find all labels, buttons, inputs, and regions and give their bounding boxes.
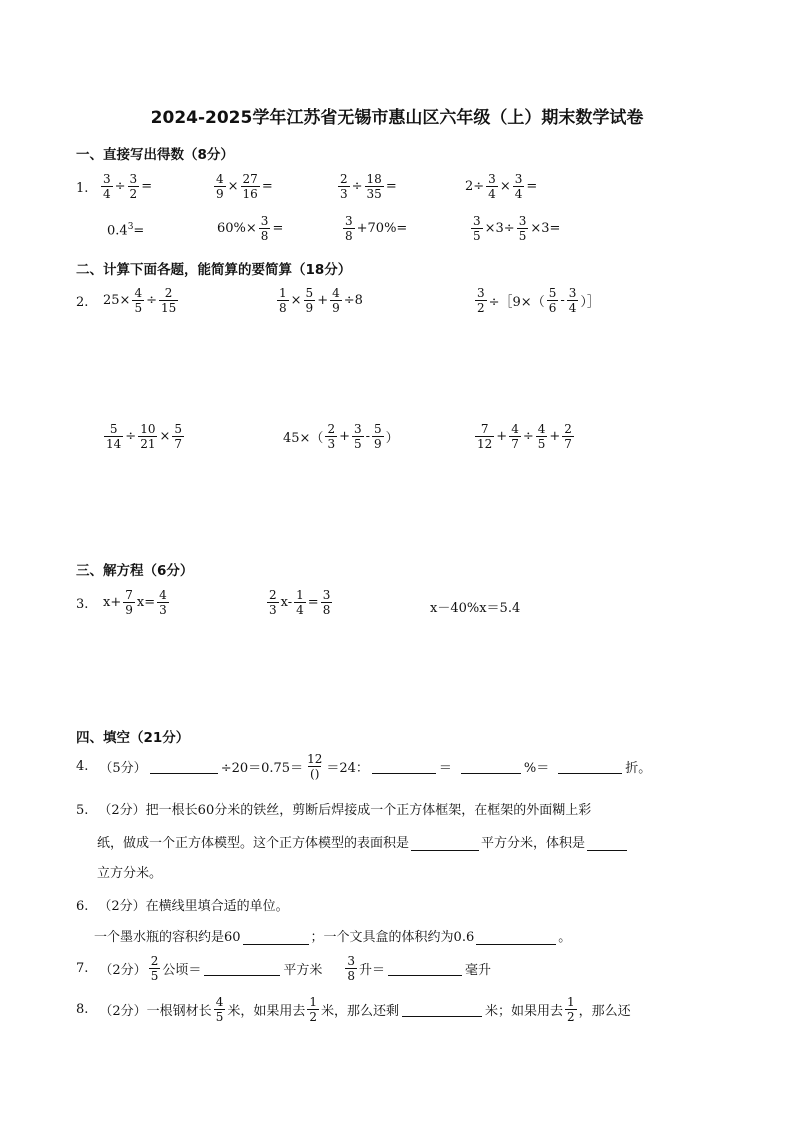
section-3-heading: 三、解方程（6分）: [76, 563, 194, 579]
q1-expr-g: $\frac{3}{8}$ +70%=: [345, 214, 408, 243]
q1-expr-h: $\frac{3}{5}$ ×3÷ $\frac{3}{5}$ ×3=: [473, 214, 561, 243]
section-4-heading: 四、填空（21分）: [76, 730, 190, 746]
fraction: $\frac{3}{4}$: [488, 172, 496, 201]
q2-number: 2.: [76, 295, 89, 310]
fraction: $\frac{3}{8}$: [347, 954, 355, 983]
fraction: $\frac{3}{5}$: [518, 214, 527, 243]
fraction: $\frac{3}{2}$: [477, 286, 485, 315]
fraction: $\frac{27}{16}$: [242, 172, 258, 201]
q5-line-2: 纸，做成一个正方体模型。这个正方体模型的表面积是 平方分米，体积是: [97, 832, 629, 851]
fraction: $\frac{1}{2}$: [309, 995, 317, 1024]
fraction: $\frac{4}{5}$: [215, 995, 224, 1024]
q1-expr-f: 60%× $\frac{3}{8}$ =: [217, 214, 284, 243]
fraction: $\frac{4}{3}$: [159, 588, 167, 617]
q3-number: 3.: [76, 597, 89, 612]
fraction: $\frac{2}{5}$: [150, 954, 159, 983]
fraction: $\frac{5}{6}$: [548, 286, 557, 315]
q2-expr-e: 45×（ $\frac{2}{3}$ + $\frac{3}{5}$ - $\frac{5}{9}$ ）: [283, 422, 399, 451]
fraction: $\frac{1}{2}$: [567, 995, 575, 1024]
fraction: $\frac{3}{4}$: [568, 286, 577, 315]
q3-eq-c: x－40%x＝5.4: [430, 601, 521, 616]
fraction: $\frac{1}{8}$: [279, 286, 287, 315]
q2-expr-f: $\frac{7}{12}$ + $\frac{4}{7}$ ÷ $\frac{4}{5}$ + $\frac{2}{7}$: [477, 422, 572, 451]
answer-blank[interactable]: [587, 837, 627, 851]
page-title: 2024-2025学年江苏省无锡市惠山区六年级（上）期末数学试卷: [150, 108, 644, 128]
fraction: $\frac{3}{8}$: [345, 214, 353, 243]
answer-blank[interactable]: [388, 962, 462, 976]
q2-expr-b: $\frac{1}{8}$ × $\frac{5}{9}$ + $\frac{4}{9}$ ÷8: [279, 286, 363, 315]
fraction: $\frac{2}{3}$: [269, 588, 277, 617]
q2-expr-d: $\frac{5}{14}$ ÷ $\frac{10}{21}$ × $\frac{5}{7}$: [106, 422, 183, 451]
answer-blank[interactable]: [204, 962, 280, 976]
fraction: $\frac{4}{5}$: [134, 286, 143, 315]
fraction: $\frac{4}{9}$: [216, 172, 224, 201]
fraction: $\frac{5}{14}$: [106, 422, 122, 451]
q3-eq-a: x+ $\frac{7}{9}$ x= $\frac{4}{3}$: [103, 588, 167, 617]
fraction: $\frac{1}{4}$: [296, 588, 304, 617]
fraction: $\frac{10}{21}$: [140, 422, 156, 451]
fraction: $\frac{5}{9}$: [374, 422, 382, 451]
q4-line: 4. （5分） ÷20＝0.75＝ $\frac{12}{()}$ ＝24： ＝ %＝ 折。: [76, 752, 652, 781]
fraction: $\frac{12}{()}$: [307, 752, 323, 781]
fraction: $\frac{5}{7}$: [174, 422, 183, 451]
fraction: $\frac{7}{9}$: [125, 588, 133, 617]
fraction: $\frac{3}{4}$: [514, 172, 523, 201]
answer-blank[interactable]: [476, 931, 556, 945]
answer-blank[interactable]: [411, 837, 479, 851]
section-2-heading: 二、计算下面各题，能简算的要简算（18分）: [76, 262, 352, 278]
fraction: $\frac{5}{9}$: [305, 286, 314, 315]
fraction: $\frac{3}{8}$: [260, 214, 269, 243]
q7-line: 7. （2分） $\frac{2}{5}$ 公顷＝ 平方米 $\frac{3}{8}$ 升＝ 毫升: [76, 954, 492, 983]
q5-line-3: 立方分米。: [97, 866, 163, 881]
q6-line-2: 一个墨水瓶的容积约是60 ；一个文具盒的体积约为0.6 。: [94, 930, 572, 945]
q1-expr-d: 2÷ $\frac{3}{4}$ × $\frac{3}{4}$ =: [465, 172, 538, 201]
fraction: $\frac{4}{5}$: [537, 422, 546, 451]
fraction: $\frac{3}{2}$: [129, 172, 138, 201]
fraction: $\frac{2}{3}$: [340, 172, 348, 201]
fraction: $\frac{2}{15}$: [160, 286, 177, 315]
q1-expr-c: $\frac{2}{3}$ ÷ $\frac{18}{35}$ =: [340, 172, 397, 201]
fraction: $\frac{7}{12}$: [477, 422, 493, 451]
fraction: $\frac{3}{8}$: [322, 588, 331, 617]
q2-expr-c: $\frac{3}{2}$ ÷［9×（ $\frac{5}{6}$ - $\frac{3}{4}$ ）］: [477, 286, 600, 315]
fraction: $\frac{3}{4}$: [103, 172, 111, 201]
section-1-heading: 一、直接写出得数（8分）: [76, 147, 234, 163]
fraction: $\frac{3}{5}$: [473, 214, 481, 243]
fraction: $\frac{2}{7}$: [564, 422, 572, 451]
answer-blank[interactable]: [150, 760, 218, 774]
q1-number: 1.: [76, 181, 89, 196]
answer-blank[interactable]: [402, 1003, 482, 1017]
answer-blank[interactable]: [243, 931, 309, 945]
fraction: $\frac{2}{3}$: [327, 422, 336, 451]
q1-expr-b: $\frac{4}{9}$ × $\frac{27}{16}$ =: [216, 172, 273, 201]
q6-line-1: 6. （2分）在横线里填合适的单位。: [76, 899, 289, 914]
answer-blank[interactable]: [461, 760, 521, 774]
fraction: $\frac{3}{5}$: [353, 422, 362, 451]
fraction: $\frac{4}{9}$: [332, 286, 340, 315]
answer-blank[interactable]: [558, 760, 622, 774]
q3-eq-b: $\frac{2}{3}$ x- $\frac{1}{4}$ = $\frac{3}{8}$: [269, 588, 331, 617]
answer-blank[interactable]: [372, 760, 436, 774]
fraction: $\frac{18}{35}$: [366, 172, 382, 201]
q1-expr-e: $0.4^3=$: [107, 222, 145, 239]
q1-expr-a: $\frac{3}{4}$ ÷ $\frac{3}{2}$ =: [103, 172, 153, 201]
q8-line: 8. （2分）一根钢材长 $\frac{4}{5}$ 米，如果用去 $\frac{1}{2}$ 米，那么还剩 米；如果用去 $\frac{1}{2}$ ，那么还: [76, 995, 631, 1024]
q2-expr-a: 25× $\frac{4}{5}$ ÷ $\frac{2}{15}$: [103, 286, 177, 315]
q5-line-1: 5. （2分）把一根长60分米的铁丝，剪断后焊接成一个正方体框架，在框架的外面糊上彩: [76, 803, 592, 818]
fraction: $\frac{4}{7}$: [511, 422, 519, 451]
